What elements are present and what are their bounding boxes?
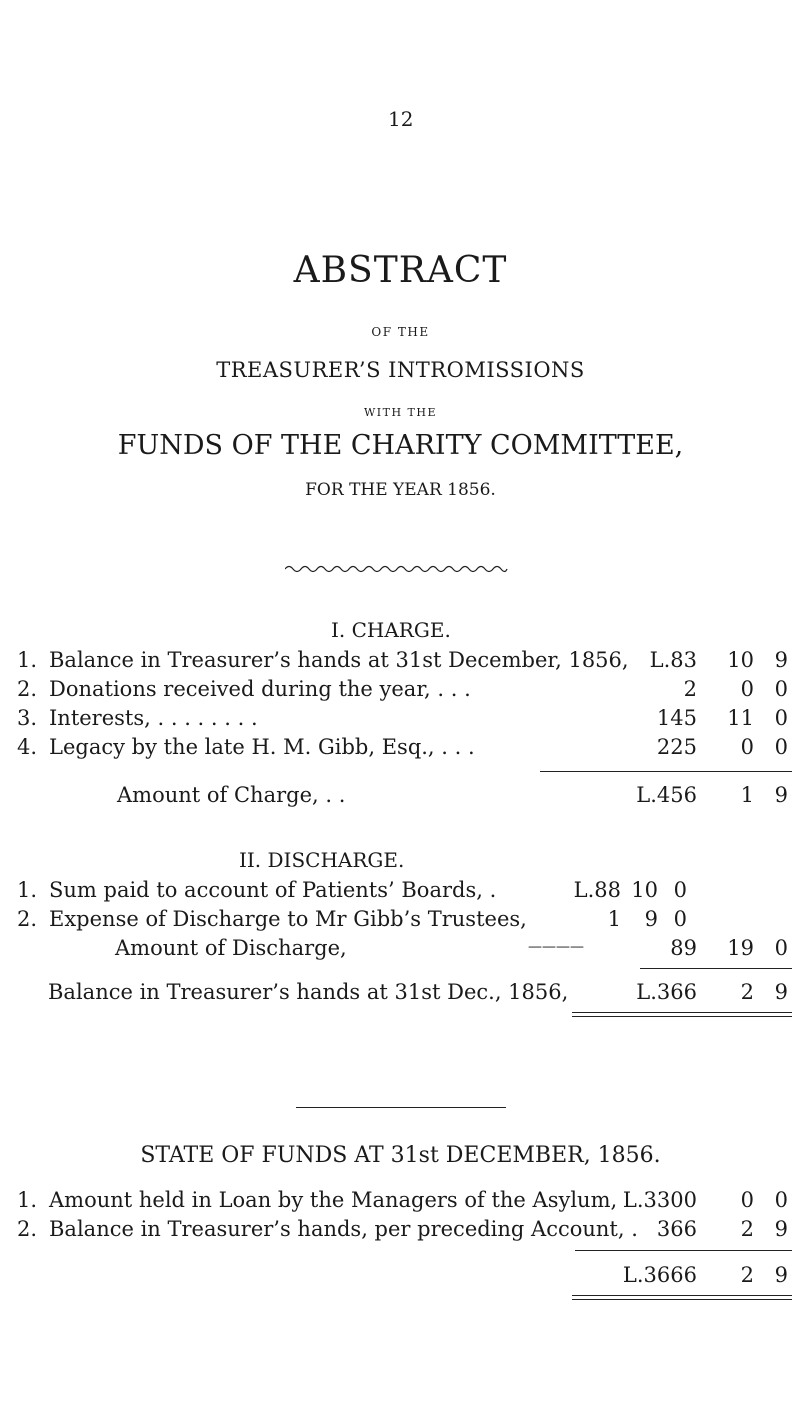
pence-value: 0 — [774, 936, 788, 960]
pounds-value: 2 — [683, 677, 697, 701]
pence-value: 9 — [774, 783, 788, 807]
item-number: 2. — [17, 1217, 38, 1241]
shillings-value: 2 — [740, 1217, 754, 1241]
double-rule — [572, 1012, 792, 1017]
item-description: Donations received during the year, . . . — [49, 677, 471, 701]
page-number: 12 — [388, 107, 414, 131]
item-description: Sum paid to account of Patients’ Boards, . — [49, 878, 497, 902]
subtitle-year: FOR THE YEAR 1856. — [305, 480, 496, 500]
pence-value: 0 — [774, 735, 788, 759]
shillings-value: 0 — [740, 677, 754, 701]
item-description: Expense of Discharge to Mr Gibb’s Trustees, — [49, 907, 527, 931]
pence-value: 0 — [673, 878, 687, 902]
subtitle-intromissions: TREASURER’S INTROMISSIONS — [216, 358, 585, 382]
sum-rule — [575, 1250, 792, 1251]
shillings-value: 10 — [631, 878, 658, 902]
item-description: Balance in Treasurer’s hands at 31st December, 1856, — [49, 648, 629, 672]
section-divider — [296, 1107, 506, 1108]
pounds-value: L.456 — [636, 783, 697, 807]
pence-value: 9 — [774, 980, 788, 1004]
double-rule — [572, 1295, 792, 1300]
balance-label: Balance in Treasurer’s hands at 31st Dec., 1856, — [48, 980, 569, 1004]
pounds-value: L.366 — [636, 980, 697, 1004]
shillings-value: 9 — [644, 907, 658, 931]
subtitle-funds: FUNDS OF THE CHARITY COMMITTEE, — [117, 430, 684, 461]
sum-rule — [640, 968, 792, 969]
item-number: 1. — [17, 1188, 38, 1212]
subtitle-with-the: WITH THE — [363, 406, 438, 419]
pence-value: 0 — [774, 677, 788, 701]
item-number: 1. — [17, 648, 38, 672]
pence-value: 0 — [673, 907, 687, 931]
wavy-divider-ornament — [285, 563, 515, 575]
item-number: 2. — [17, 677, 38, 701]
pounds-value: 366 — [656, 1217, 697, 1241]
shillings-value: 2 — [740, 980, 754, 1004]
pence-value: 0 — [774, 1188, 788, 1212]
pounds-value: 145 — [656, 706, 697, 730]
subtitle-of-the: OF THE — [371, 325, 430, 339]
document-title: ABSTRACT — [293, 250, 508, 291]
pounds-value: L.88 — [573, 878, 621, 902]
shillings-value: 2 — [740, 1263, 754, 1287]
pence-value: 0 — [774, 706, 788, 730]
item-description: Balance in Treasurer’s hands, per preceding Account, . — [49, 1217, 638, 1241]
dash-separator: ———— — [528, 939, 584, 955]
total-label: Amount of Charge, . . — [117, 783, 346, 807]
shillings-value: 11 — [727, 706, 754, 730]
pence-value: 9 — [774, 1217, 788, 1241]
charge-heading: I. CHARGE. — [331, 618, 451, 642]
shillings-value: 0 — [740, 1188, 754, 1212]
shillings-value: 19 — [727, 936, 754, 960]
shillings-value: 0 — [740, 735, 754, 759]
item-number: 2. — [17, 907, 38, 931]
pounds-value: L.3666 — [622, 1263, 697, 1287]
item-number: 1. — [17, 878, 38, 902]
pence-value: 9 — [774, 1263, 788, 1287]
discharge-heading: II. DISCHARGE. — [239, 848, 405, 872]
pounds-value: 89 — [670, 936, 697, 960]
shillings-value: 10 — [727, 648, 754, 672]
sum-rule — [540, 771, 792, 772]
item-number: 4. — [17, 735, 38, 759]
item-number: 3. — [17, 706, 38, 730]
item-description: Interests, . . . . . . . . — [49, 706, 258, 730]
pounds-value: L.3300 — [622, 1188, 697, 1212]
shillings-value: 1 — [740, 783, 754, 807]
state-heading: STATE OF FUNDS AT 31st DECEMBER, 1856. — [140, 1143, 661, 1168]
item-description: Amount held in Loan by the Managers of the Asylum, — [49, 1188, 618, 1212]
total-label: Amount of Discharge, — [115, 936, 347, 960]
pounds-value: L.83 — [649, 648, 697, 672]
pounds-value: 225 — [656, 735, 697, 759]
pounds-value: 1 — [607, 907, 621, 931]
pence-value: 9 — [774, 648, 788, 672]
item-description: Legacy by the late H. M. Gibb, Esq., . . . — [49, 735, 475, 759]
